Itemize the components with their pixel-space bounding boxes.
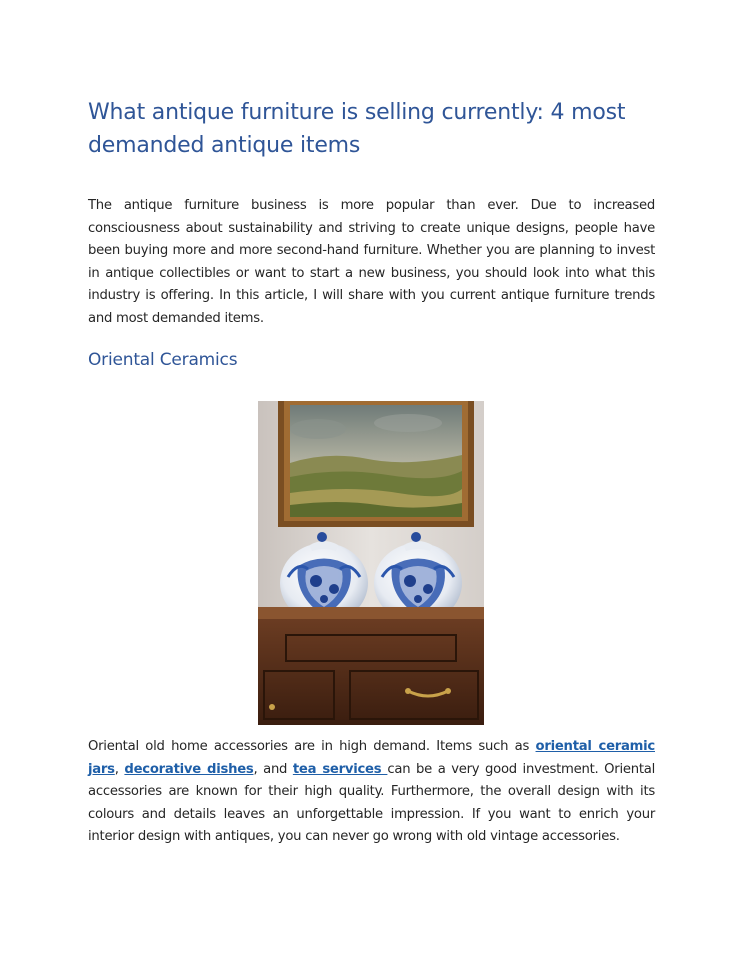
wooden-sideboard bbox=[258, 607, 484, 725]
document-page bbox=[88, 96, 655, 849]
article-title: What antique furniture is selling currently: 4 most demanded antique items bbox=[88, 100, 626, 158]
link-decorative-dishes[interactable]: decorative dishes bbox=[124, 761, 254, 777]
oriental-ceramics-photo bbox=[258, 401, 484, 725]
paragraph-text-4: can be a very good investment. Oriental accessories are known for their high quality. Furthermore, the overall design with its colours and details leaves an unforgettable impression. If you want to enrich your interior design with antiques, you can never go wrong with old vintage accessories. bbox=[88, 761, 655, 844]
section-heading-oriental-ceramics: Oriental Ceramics bbox=[88, 350, 238, 370]
link-oriental-ceramic-jars[interactable]: oriental ceramic jars bbox=[88, 739, 655, 777]
paragraph-text-3: , and bbox=[253, 761, 293, 777]
link-tea-services[interactable]: tea services bbox=[292, 761, 388, 777]
paragraph-text-1: Oriental old home accessories are in high demand. Items such as bbox=[88, 739, 536, 754]
intro-paragraph: The antique furniture business is more popular than ever. Due to increased consciousness about sustainability and striving to create unique designs, people have been buying more and more second-hand furniture. Whether you are planning to invest in antique collectibles or want to start a new business, you should look into what this industry is offering. In this article, I will share with you current antique furniture trends and most demanded items. bbox=[88, 198, 655, 326]
oriental-ceramics-paragraph bbox=[88, 736, 655, 849]
paragraph-text-2: , bbox=[114, 761, 125, 777]
